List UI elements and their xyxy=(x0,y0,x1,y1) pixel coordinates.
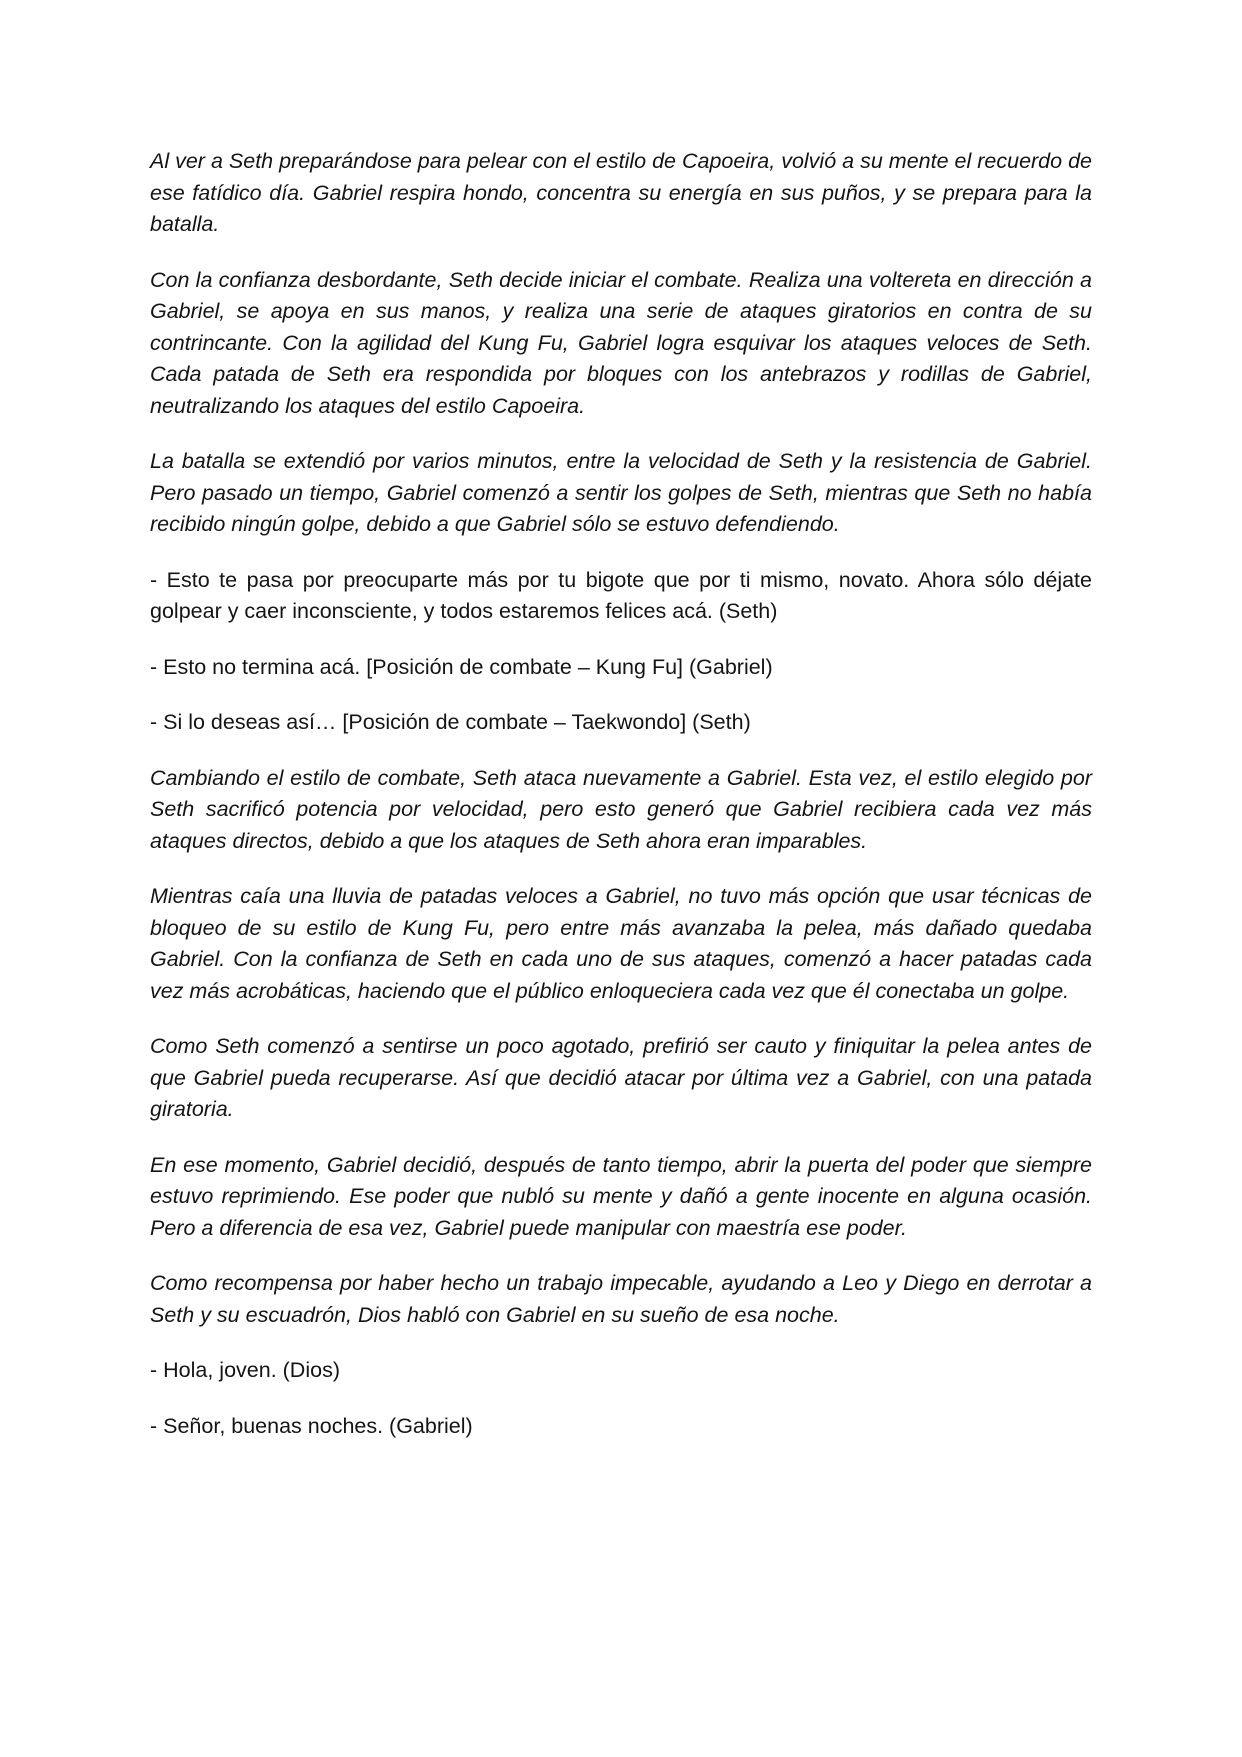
dialogue-line: - Esto te pasa por preocuparte más por tu bigote que por ti mismo, novato. Ahora sólo déjate golpear y caer inconsciente, y todos estaremos felices acá. (Seth) xyxy=(150,567,1092,623)
narration-paragraph: Al ver a Seth preparándose para pelear con el estilo de Capoeira, volvió a su mente el recuerdo de ese fatídico día. Gabriel respira hondo, concentra su energía en sus puños, y se prepara para la batalla. xyxy=(150,149,1092,236)
dialogue-line: - Hola, joven. (Dios) xyxy=(150,1358,340,1382)
narration-paragraph: En ese momento, Gabriel decidió, después de tanto tiempo, abrir la puerta del poder que siempre estuvo reprimiendo. Ese poder que nubló su mente y dañó a gente inocente en alguna ocasión. Pero a diferencia de esa vez, Gabriel puede manipular con maestría ese poder. xyxy=(150,1152,1092,1240)
narration-paragraph: Como Seth comenzó a sentirse un poco agotado, prefirió ser cauto y finiquitar la pelea antes de que Gabriel pueda recuperarse. Así que decidió atacar por última vez a Gabriel, con una patada giratoria. xyxy=(150,1034,1092,1121)
narration-paragraph: Como recompensa por haber hecho un trabajo impecable, ayudando a Leo y Diego en derrotar a Seth y su escuadrón, Dios habló con Gabriel en su sueño de esa noche. xyxy=(150,1271,1092,1327)
dialogue-line: - Si lo deseas así… [Posición de combate – Taekwondo] (Seth) xyxy=(150,710,751,734)
dialogue-line: - Señor, buenas noches. (Gabriel) xyxy=(150,1413,473,1438)
narration-paragraph: Cambiando el estilo de combate, Seth ataca nuevamente a Gabriel. Esta vez, el estilo elegido por Seth sacrificó potencia por velocidad, pero esto generó que Gabriel recibiera cada vez más ataques directos, debido a que los ataques de Seth ahora eran imparables. xyxy=(150,765,1092,853)
dialogue-line: - Esto no termina acá. [Posición de combate – Kung Fu] (Gabriel) xyxy=(150,654,773,679)
narration-paragraph: Mientras caía una lluvia de patadas veloces a Gabriel, no tuvo más opción que usar técnicas de bloqueo de su estilo de Kung Fu, pero entre más avanzaba la pelea, más dañado quedaba Gabriel. Con la confianza de Seth en cada uno de sus ataques, comenzó a hacer patadas cada vez más acrobáticas, haciendo que el público enloqueciera cada vez que él conectaba un golpe. xyxy=(150,884,1092,1003)
narration-paragraph: La batalla se extendió por varios minutos, entre la velocidad de Seth y la resistencia de Gabriel. Pero pasado un tiempo, Gabriel comenzó a sentir los golpes de Seth, mientras que Seth no había recibido ningún golpe, debido a que Gabriel sólo se estuvo defendiendo. xyxy=(150,449,1092,536)
narration-paragraph: Con la confianza desbordante, Seth decide iniciar el combate. Realiza una voltereta en dirección a Gabriel, se apoya en sus manos, y realiza una serie de ataques giratorios en contra de su contrincante. Con la agilidad del Kung Fu, Gabriel logra esquivar los ataques veloces de Seth. Cada patada de Seth era respondida por bloques con los antebrazos y rodillas de Gabriel, neutralizando los ataques del estilo Capoeira. xyxy=(150,267,1092,418)
document-page xyxy=(150,146,1092,1466)
